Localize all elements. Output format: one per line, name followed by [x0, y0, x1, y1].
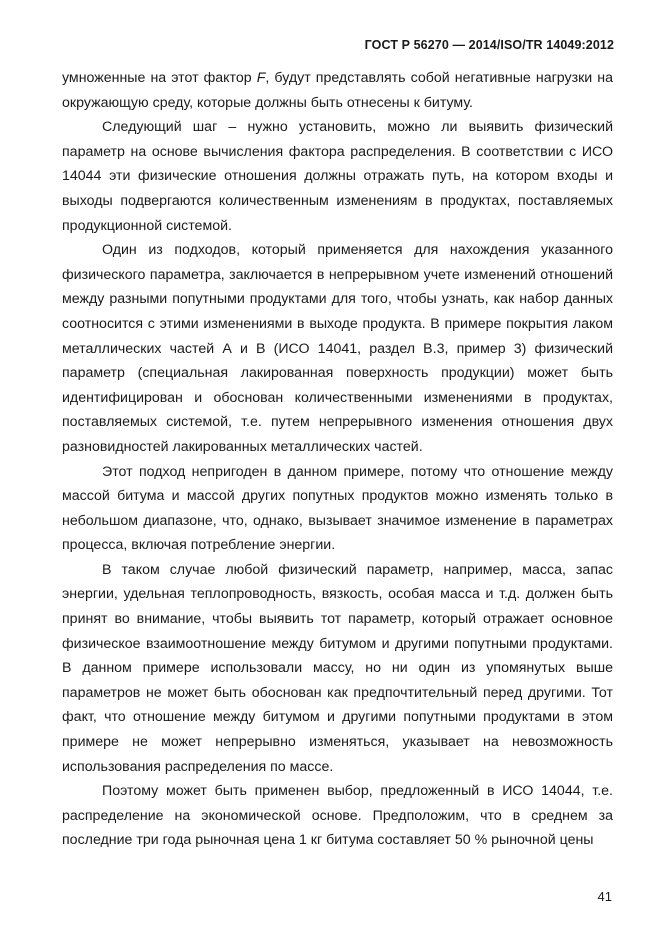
paragraph: Этот подход непригоден в данном примере, потому что отношение между массой битума и массой других попутных продуктов можно изменять только в небольшом диапазоне, что, однако, вызывает значимое изменение в параметрах процесса, включая потребление энергии. — [62, 463, 613, 554]
paragraph: Один из подходов, который применяется для нахождения указанного физического параметра, заключается в непрерывном учете изменений отношений между разными попутными продуктами для того, чтобы узнать, как набор данных соотносится с этими изменениями в выходе продукта. В примере покрытия лаком металлических частей А и В (ИСО 14041, раздел В.3, пример 3) физический параметр (специальная лакированная поверхность продукции) может быть идентифицирован и обоснован количественными изменениями в продуктах, поставляемых системой, т.е. путем непрерывного изменения отношения двух разновидностей лакированных металлических частей. — [62, 242, 613, 455]
document-body — [62, 66, 613, 853]
paragraph-text: умноженные на этот фактор — [62, 70, 257, 86]
paragraph: Поэтому может быть применен выбор, предложенный в ИСО 14044, т.е. распределение на экономической основе. Предположим, что в среднем за последние три года рыночная цена 1 кг битума составляет 50 % рыночной цены — [62, 783, 613, 849]
paragraph: Следующий шаг – нужно установить, можно ли выявить физический параметр на основе вычисления фактора распределения. В соответствии с ИСО 14044 эти физические отношения должны отражать путь, на котором входы и выходы подвергаются количественным изменениям в продуктах, поставляемых продукционной системой. — [62, 119, 613, 234]
paragraph-continuation — [62, 66, 613, 115]
page-number: 41 — [597, 889, 612, 904]
paragraph-text: , будут представлять собой негативные нагрузки на окружающую среду, которые должны быть отнесены к битуму. — [62, 70, 614, 111]
document-header: ГОСТ Р 56270 — 2014/ISO/TR 14049:2012 — [364, 38, 614, 52]
factor-symbol: F — [256, 70, 266, 86]
paragraph: В таком случае любой физический параметр, например, масса, запас энергии, удельная теплопроводность, вязкость, особая масса и т.д. должен быть принят во внимание, чтобы выявить тот параметр, который отражает основное физическое взаимоотношение между битумом и другими попутными продуктами. В данном примере использовали массу, но ни один из упомянутых выше параметров не может быть обоснован как предпочтительный перед другими. Тот факт, что отношение между битумом и другими попутными продуктами в этом примере не может непрерывно изменяться, указывает на невозможность использования распределения по массе. — [62, 561, 613, 775]
